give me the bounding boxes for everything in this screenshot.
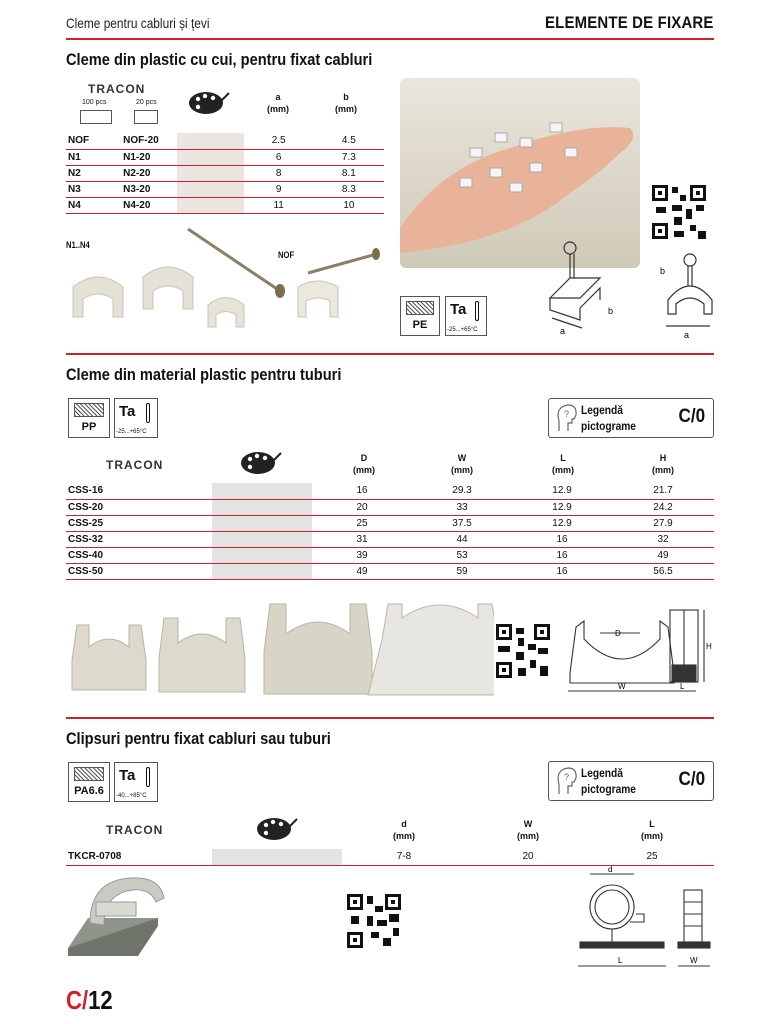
product-code: CSS-20 bbox=[66, 499, 212, 515]
color-swatch bbox=[177, 165, 243, 181]
material-pe-icon: PE bbox=[400, 296, 440, 336]
product-code-100: N1 bbox=[66, 149, 121, 165]
section3-title: Clipsuri pentru fixat cabluri sau tuburi bbox=[66, 729, 331, 748]
cable-clip-photo bbox=[62, 868, 182, 968]
col-h-header: H (mm) bbox=[652, 453, 674, 475]
product-code-100: NOF bbox=[66, 133, 121, 149]
temperature-icon-3: Ta -40...+85°C bbox=[114, 762, 158, 802]
value-d: 49 bbox=[312, 563, 412, 579]
value-h: 21.7 bbox=[612, 483, 714, 499]
value-h: 27.9 bbox=[612, 515, 714, 531]
value-b: 8.1 bbox=[314, 165, 384, 181]
value-a: 6 bbox=[244, 149, 314, 165]
color-swatch bbox=[212, 531, 312, 547]
table-row bbox=[66, 499, 714, 515]
header-divider bbox=[66, 38, 714, 40]
legend-box-2: ? Legendă pictograme C/0 bbox=[548, 761, 714, 801]
dim-a-label-2: a bbox=[684, 330, 690, 340]
label-nof: NOF bbox=[278, 250, 295, 260]
head-question-icon bbox=[555, 403, 577, 433]
pack-100-label: 100 pcs bbox=[82, 99, 107, 106]
value-d: 39 bbox=[312, 547, 412, 563]
section1-divider bbox=[66, 353, 714, 355]
product-code-20: N3-20 bbox=[121, 181, 177, 197]
head-question-icon-2 bbox=[555, 766, 577, 796]
color-swatch bbox=[177, 133, 243, 149]
value-w: 53 bbox=[412, 547, 512, 563]
value-w: 37.5 bbox=[412, 515, 512, 531]
table-row bbox=[66, 563, 714, 579]
table-row bbox=[66, 133, 384, 149]
value-w: 20 bbox=[466, 849, 590, 865]
value-b: 7.3 bbox=[314, 149, 384, 165]
value-l: 25 bbox=[590, 849, 714, 865]
value-d: 16 bbox=[312, 483, 412, 499]
dim-w-label: W bbox=[618, 682, 626, 691]
product-code: CSS-50 bbox=[66, 563, 212, 579]
page-number: C/12 bbox=[66, 985, 113, 1015]
value-l: 12.9 bbox=[512, 483, 612, 499]
color-swatch bbox=[212, 483, 312, 499]
qr-code-2 bbox=[494, 622, 552, 680]
product-code: CSS-40 bbox=[66, 547, 212, 563]
dim-l-label-3: L bbox=[618, 956, 623, 965]
section1-table bbox=[66, 133, 384, 214]
header-category: Cleme pentru cabluri și țevi bbox=[66, 15, 210, 31]
col-a-header: a (mm) bbox=[267, 92, 289, 114]
temperature-icon: Ta -25...+65°C bbox=[445, 296, 487, 336]
value-w: 59 bbox=[412, 563, 512, 579]
table-row bbox=[66, 149, 384, 165]
pack-100-icon bbox=[80, 110, 112, 124]
product-code-100: N4 bbox=[66, 197, 121, 213]
color-swatch bbox=[212, 849, 342, 865]
dim-d-label: D bbox=[615, 629, 621, 638]
product-code: CSS-32 bbox=[66, 531, 212, 547]
value-a: 11 bbox=[244, 197, 314, 213]
value-h: 49 bbox=[612, 547, 714, 563]
col-w-header-3: W (mm) bbox=[517, 819, 539, 841]
product-code-20: N1-20 bbox=[121, 149, 177, 165]
table-row bbox=[66, 197, 384, 213]
section2-table bbox=[66, 483, 714, 580]
header-section: ELEMENTE DE FIXARE bbox=[545, 13, 714, 32]
svg-text:?: ? bbox=[564, 772, 570, 782]
product-code: CSS-25 bbox=[66, 515, 212, 531]
product-code-20: N2-20 bbox=[121, 165, 177, 181]
temperature-icon-2: Ta -25...+65°C bbox=[114, 398, 158, 438]
value-l: 12.9 bbox=[512, 515, 612, 531]
value-h: 24.2 bbox=[612, 499, 714, 515]
product-code-20: N4-20 bbox=[121, 197, 177, 213]
table-row bbox=[66, 181, 384, 197]
value-l: 16 bbox=[512, 547, 612, 563]
label-n1-n4: N1..N4 bbox=[66, 240, 90, 250]
table-row bbox=[66, 547, 714, 563]
section2-divider bbox=[66, 717, 714, 719]
value-d: 7-8 bbox=[342, 849, 466, 865]
table-row bbox=[66, 165, 384, 181]
color-palette-icon bbox=[188, 90, 230, 116]
dim-w-label-3: W bbox=[690, 956, 698, 965]
color-swatch bbox=[177, 197, 243, 213]
color-swatch bbox=[177, 181, 243, 197]
section1-title: Cleme din plastic cu cui, pentru fixat cabluri bbox=[66, 50, 373, 69]
dim-b-label-2: b bbox=[660, 266, 666, 276]
value-b: 8.3 bbox=[314, 181, 384, 197]
dim-a-label: a bbox=[560, 326, 566, 336]
brand-logo: TRACON bbox=[88, 82, 146, 96]
legend-box: ? Legendă pictograme C/0 bbox=[548, 398, 714, 438]
dim-b-label: b bbox=[608, 306, 614, 316]
value-l: 16 bbox=[512, 531, 612, 547]
col-w-header: W (mm) bbox=[451, 453, 473, 475]
color-swatch bbox=[177, 149, 243, 165]
col-d-header-3: d (mm) bbox=[393, 819, 415, 841]
svg-text:?: ? bbox=[564, 409, 570, 419]
value-w: 44 bbox=[412, 531, 512, 547]
pack-20-label: 20 pcs bbox=[136, 99, 157, 106]
table-row bbox=[66, 515, 714, 531]
value-a: 9 bbox=[244, 181, 314, 197]
material-pp-icon: PP bbox=[68, 398, 110, 438]
section2-title: Cleme din material plastic pentru tuburi bbox=[66, 365, 342, 384]
col-l-header: L (mm) bbox=[552, 453, 574, 475]
dim-h-label: H bbox=[706, 642, 712, 651]
dim-l-label: L bbox=[680, 682, 685, 691]
value-w: 33 bbox=[412, 499, 512, 515]
dim-d-label-3: d bbox=[608, 865, 613, 874]
product-code-100: N2 bbox=[66, 165, 121, 181]
col-l-header-3: L (mm) bbox=[641, 819, 663, 841]
pipe-clip-drawing bbox=[560, 605, 720, 700]
material-pa66-icon: PA6.6 bbox=[68, 762, 110, 802]
value-w: 29.3 bbox=[412, 483, 512, 499]
value-h: 56.5 bbox=[612, 563, 714, 579]
nail-clips-photo bbox=[68, 225, 388, 345]
value-b: 4.5 bbox=[314, 133, 384, 149]
value-b: 10 bbox=[314, 197, 384, 213]
brand-logo-3: TRACON bbox=[106, 823, 164, 837]
color-swatch bbox=[212, 563, 312, 579]
value-a: 2.5 bbox=[244, 133, 314, 149]
qr-code-3 bbox=[345, 892, 403, 950]
col-d-header: D (mm) bbox=[353, 453, 375, 475]
table-row bbox=[66, 483, 714, 499]
nail-clip-drawing bbox=[540, 238, 715, 343]
pipe-clips-photo bbox=[64, 600, 494, 705]
table-row bbox=[66, 531, 714, 547]
pack-20-icon bbox=[134, 110, 158, 124]
value-a: 8 bbox=[244, 165, 314, 181]
value-d: 20 bbox=[312, 499, 412, 515]
color-swatch bbox=[212, 499, 312, 515]
color-palette-icon-2 bbox=[240, 450, 282, 476]
col-b-header: b (mm) bbox=[335, 92, 357, 114]
value-h: 32 bbox=[612, 531, 714, 547]
product-code-100: N3 bbox=[66, 181, 121, 197]
product-code-20: NOF-20 bbox=[121, 133, 177, 149]
product-code: CSS-16 bbox=[66, 483, 212, 499]
qr-code-1 bbox=[650, 183, 708, 241]
value-d: 25 bbox=[312, 515, 412, 531]
cable-clip-drawing bbox=[572, 862, 722, 974]
value-l: 16 bbox=[512, 563, 612, 579]
value-l: 12.9 bbox=[512, 499, 612, 515]
color-swatch bbox=[212, 515, 312, 531]
value-d: 31 bbox=[312, 531, 412, 547]
color-palette-icon-3 bbox=[256, 816, 298, 842]
color-swatch bbox=[212, 547, 312, 563]
brand-logo-2: TRACON bbox=[106, 458, 164, 472]
product-code: TKCR-0708 bbox=[66, 849, 212, 865]
